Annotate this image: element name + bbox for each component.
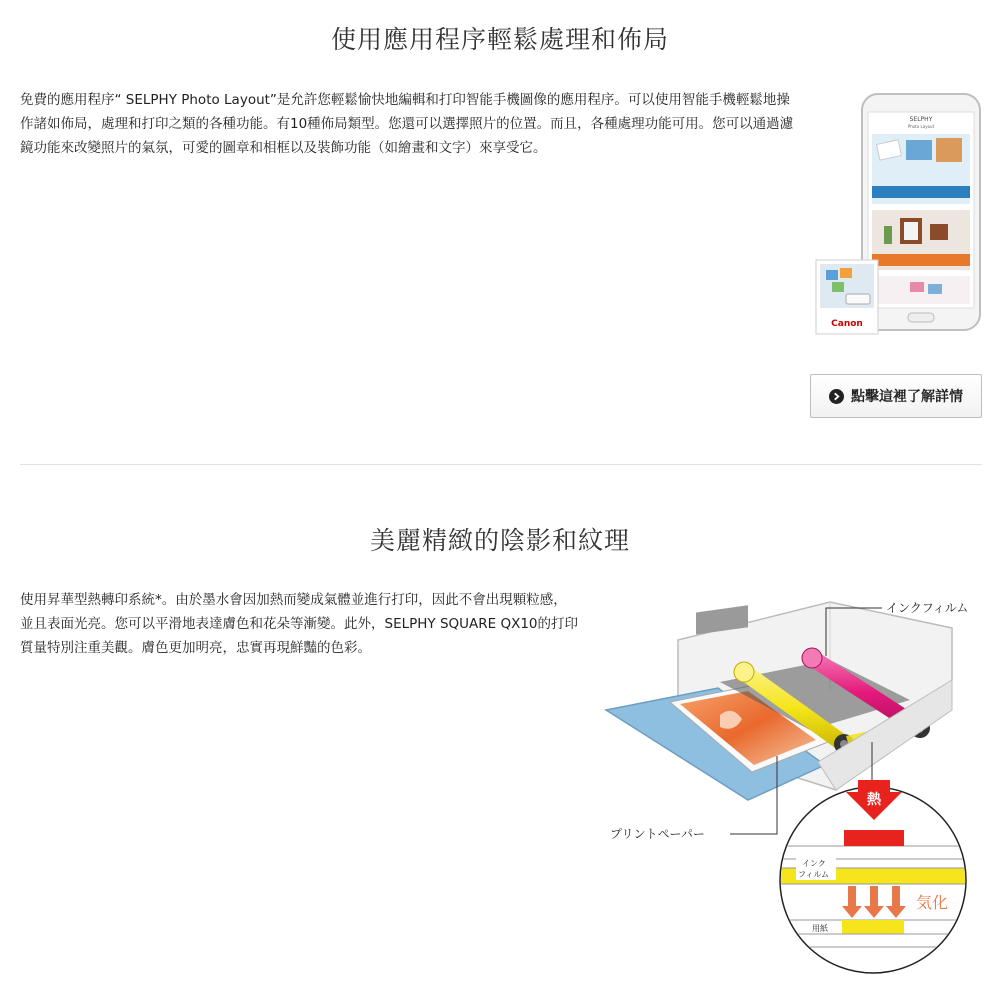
- dye-sublimation-diagram: [600, 590, 1000, 980]
- phone-app-image: [810, 90, 990, 340]
- app-name-text: SELPHY: [909, 116, 933, 123]
- learn-more-button[interactable]: [810, 374, 982, 418]
- section-title-shading-texture: 美麗精緻的陰影和紋理: [369, 526, 630, 555]
- shading-texture-description: 使用昇華型熱轉印系統*。由於墨水會因加熱而變成氣體並進行打印，因此不會出現顆粒感，並且表面光亮。您可以平滑地表達膚色和花朵等漸變。此外，SELPHY SQUARE QX10的打印質量特別注重美觀。膚色更加明亮，忠實再現鮮豔的色彩。: [20, 592, 579, 656]
- section-title-app-layout: 使用應用程序輕鬆處理和佈局: [330, 25, 669, 54]
- label-ink-layer-1: インク: [802, 859, 826, 868]
- app-layout-description: 免費的應用程序“ SELPHY Photo Layout”是允許您輕鬆愉快地編輯和打印智能手機圖像的應用程序。可以使用智能手機輕鬆地操作諸如佈局，處理和打印之類的各種功能。有10種佈局類型。您還可以選擇照片的位置。而且，各種處理功能可用。您可以通過濾鏡功能來改變照片的氣氛，可愛的圖章和相框以及裝飾功能（如繪畫和文字）來享受它。: [20, 92, 794, 156]
- canon-logo: Canon: [831, 319, 863, 329]
- label-vaporize: 気化: [916, 893, 949, 912]
- label-paper-layer: 用紙: [812, 924, 828, 933]
- label-ink-layer-2: フィルム: [798, 870, 830, 879]
- learn-more-label: 點擊這裡了解詳情: [851, 389, 963, 405]
- label-ink-film: インクフィルム: [886, 601, 969, 615]
- label-print-paper: プリントペーパー: [610, 827, 705, 841]
- app-subtitle-text: Photo Layout: [907, 124, 935, 129]
- section-divider: [20, 464, 982, 465]
- label-heat: 熱: [867, 792, 881, 808]
- arrow-circle-right-icon: [829, 389, 844, 404]
